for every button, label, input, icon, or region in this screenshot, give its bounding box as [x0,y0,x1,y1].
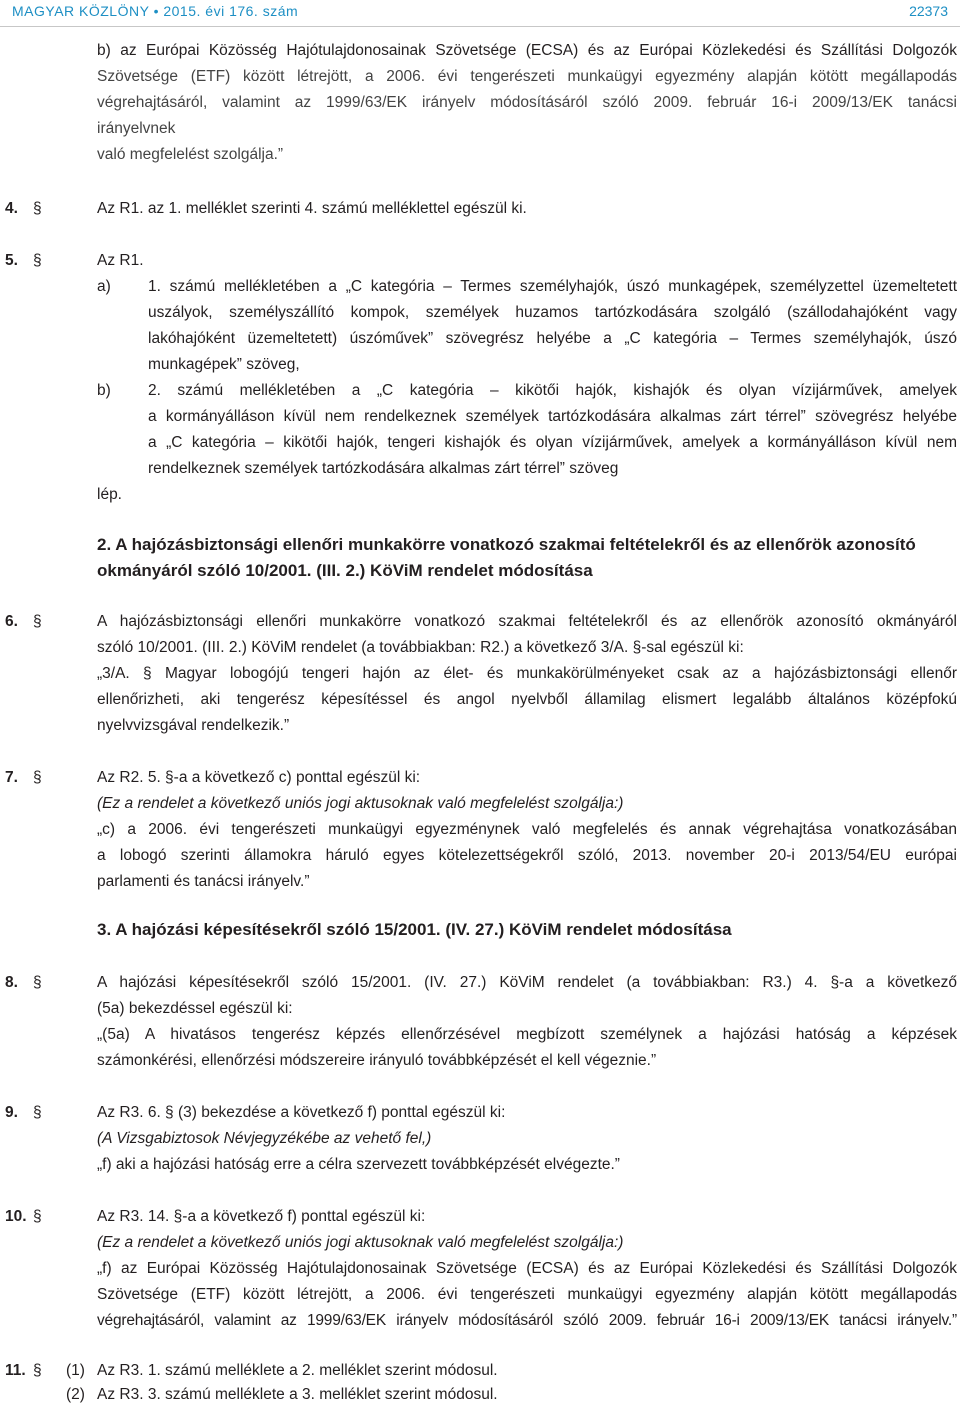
section-number: 11. [5,1362,26,1379]
text-line: a kormányálláson kívül nem rendelkeznek személyek tartózkodására alkalmas zárt térrel” szövegrész helyébe [148,408,957,425]
text-line: Az R3. 14. §-a a következő f) ponttal egészül ki: [97,1208,426,1225]
paragraph-sign: § [33,769,42,786]
section-number: 7. [5,769,18,786]
text-line: (5a) bekezdéssel egészül ki: [97,1000,293,1017]
section-number: 5. [5,252,18,269]
text-line: „c) a 2006. évi tengerészeti munkaügyi egyezménynek való megfelelés és annak végrehajtása vonatkozásában [97,821,957,838]
text-line: lép. [97,486,122,503]
paragraph-sign: § [33,1104,42,1121]
section-heading: 3. A hajózási képesítésekről szóló 15/2001. (IV. 27.) KöViM rendelet módosítása [97,920,732,939]
text-line: való megfelelést szolgálja.” [97,146,284,163]
text-line: számonkérési, ellenőrzési módszereire irányuló továbbképzését el kell végeznie.” [97,1052,657,1069]
paragraph-sign: § [33,1208,42,1225]
subsection-label: (1) [66,1362,85,1379]
text-line: A hajózásbiztonsági ellenőri munkakörre vonatkozó szakmai feltételekről és az ellenőrök azonosító okmányáról [97,613,957,630]
text-line: uszályok, személyszállító kompok, személyek huzamos tartózkodására szolgáló (szállodahajóként vagy [148,304,957,321]
text-line: Az R1. az 1. melléklet szerinti 4. számú melléklettel egészül ki. [97,200,527,217]
text-line: Az R3. 6. § (3) bekezdése a következő f) ponttal egészül ki: [97,1104,506,1121]
paragraph-sign: § [33,252,42,269]
text-line: végrehajtásáról, valamint az 1999/63/EK irányelv módosításáról szóló 2009. február 16-i 2009/13/EK tanácsi irányelv.” [97,1312,957,1329]
text-line: (Ez a rendelet a következő uniós jogi aktusoknak való megfelelést szolgálja:) [97,1234,624,1251]
text-line: munkagépek” szöveg, [148,356,300,373]
text-line: „3/A. § Magyar lobogójú tengeri hajón az élet- és munkakörülményeket csak az a hajózásbiztonsági ellenőr [97,665,957,682]
text-line: parlamenti és tanácsi irányelv.” [97,873,310,890]
section-number: 8. [5,974,18,991]
text-line: (Ez a rendelet a következő uniós jogi aktusoknak való megfelelést szolgálja:) [97,795,624,812]
list-label: a) [97,278,111,295]
section-heading: okmányáról szóló 10/2001. (III. 2.) KöViM rendelet módosítása [97,561,593,580]
text-line: „f) az Európai Közösség Hajótulajdonosainak Szövetsége (ECSA) és az Európai Közlekedési és Szállítási Dolgozók [97,1260,957,1277]
text-line: Szövetsége (ETF) között létrejött, a 2006. évi tengerészeti munkaügyi egyezmény alapján kötött megállapodás [97,1286,957,1303]
text-line: nyelvvizsgával rendelkezik.” [97,717,290,734]
paragraph-sign: § [33,613,42,630]
text-line: Az R3. 3. számú melléklete a 3. melléklet szerint módosul. [97,1386,498,1403]
section-number: 10. [5,1208,27,1225]
text-line: Az R1. [97,252,144,269]
text-line: „f) aki a hajózási hatóság erre a célra szervezett továbbképzését elvégezte.” [97,1156,620,1173]
text-line: Az R2. 5. §-a a következő c) ponttal egészül ki: [97,769,421,786]
section-number: 4. [5,200,18,217]
text-line: 2. számú mellékletében a „C kategória – kikötői hajók, kishajók és olyan vízijárművek, amelyek [148,382,957,399]
text-line: a „C kategória – kikötői hajók, tengeri kishajók és olyan vízijárművek, amelyek a kormányálláson kívül nem [148,434,957,451]
text-line: irányelvnek [97,120,176,137]
text-line: Szövetsége (ETF) között létrejött, a 2006. évi tengerészeti munkaügyi egyezmény alapján kötött megállapodás [97,68,957,85]
text-line: végrehajtásáról, valamint az 1999/63/EK irányelv módosításáról szóló 2009. február 16-i 2009/13/EK tanácsi [97,94,957,111]
text-line: szóló 10/2001. (III. 2.) KöViM rendelet (a továbbiakban: R2.) a következő 3/A. §-sal egészül ki: [97,639,744,656]
text-line: „(5a) A hivatásos tengerész képzés ellenőrzésével megbízott személynek a hajózási hatóság a képzések [97,1026,957,1043]
text-line: b) az Európai Közösség Hajótulajdonosainak Szövetsége (ECSA) és az Európai Közlekedési és Szállítási Dolgozók [97,42,957,59]
paragraph-sign: § [33,974,42,991]
section-number: 9. [5,1104,18,1121]
header-divider [0,26,960,27]
text-line: (A Vizsgabiztosok Névjegyzékébe az vehető fel,) [97,1130,432,1147]
page-number: 22373 [909,3,948,19]
text-line: Az R3. 1. számú melléklete a 2. melléklet szerint módosul. [97,1362,498,1379]
journal-header: MAGYAR KÖZLÖNY • 2015. évi 176. szám [12,3,299,19]
text-line: rendelkeznek személyek tartózkodására alkalmas zárt térrel” szöveg [148,460,619,477]
paragraph-sign: § [33,1362,42,1379]
text-line: A hajózási képesítésekről szóló 15/2001. (IV. 27.) KöViM rendelet (a továbbiakban: R3.) 4. §-a a következő [97,974,957,991]
subsection-label: (2) [66,1386,85,1403]
section-number: 6. [5,613,18,630]
paragraph-sign: § [33,200,42,217]
text-line: a lobogó szerinti államokra háruló egyes kötelezettségekről szóló, 2013. november 20-i 2013/54/EU európai [97,847,957,864]
list-label: b) [97,382,111,399]
text-line: 1. számú mellékletében a „C kategória – Termes személyhajók, úszó munkagépek, személyzettel üzemeltetett [148,278,957,295]
text-line: lakóhajóként üzemeltetett) úszóművek” szövegrész helyébe a „C kategória – Termes személyhajók, úszó [148,330,957,347]
text-line: ellenőrizheti, aki tengerész képesítéssel és angol nyelvből államilag elismert legalább általános középfokú [97,691,957,708]
section-heading: 2. A hajózásbiztonsági ellenőri munkakörre vonatkozó szakmai feltételekről és az ellenőrök azonosító [97,535,916,554]
